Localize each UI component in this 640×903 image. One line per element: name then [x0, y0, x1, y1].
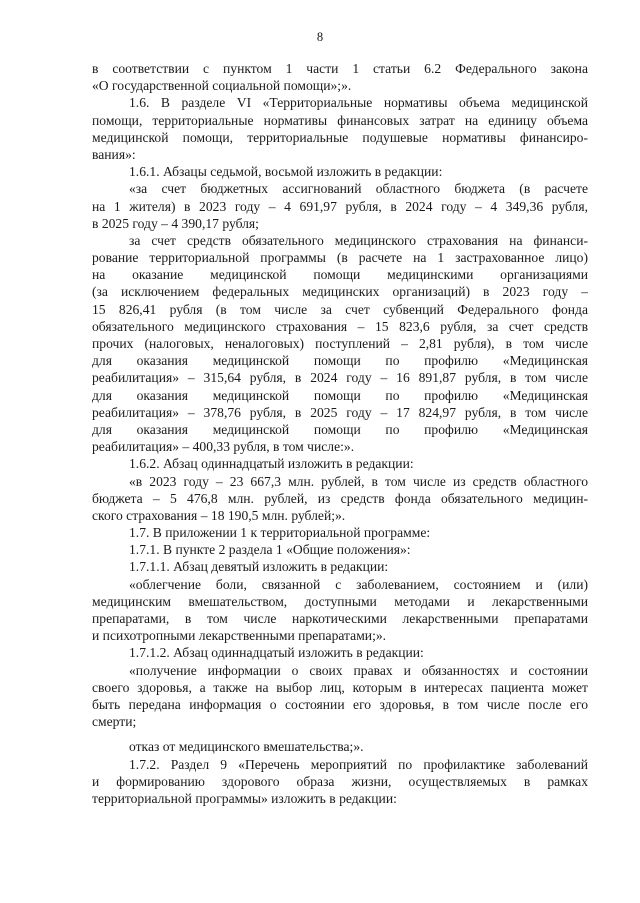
document-body [92, 60, 588, 807]
text-line: 1.7.1. В пункте 2 раздела 1 «Общие положения»: [129, 542, 411, 558]
text-line: 1.6. В разделе VI «Территориальные нормативы объема медицинской [129, 95, 588, 111]
text-line: 1.6.1. Абзацы седьмой, восьмой изложить в редакции: [129, 164, 443, 180]
text-line: «О государственной социальной помощи»;». [92, 78, 352, 94]
text-line: рование территориальной программы (в расчете на 1 застрахованное лицо) [92, 250, 588, 266]
text-line: смерти; [92, 714, 137, 730]
text-line: бюджета – 5 476,8 млн. рублей, из средств фонда обязательного медицин- [92, 490, 588, 506]
text-line: 1.7.1.2. Абзац одиннадцатый изложить в редакции: [129, 645, 424, 661]
text-line: медицинским вмешательством, доступными методами и лекарственными [92, 593, 588, 609]
text-line: на 1 жителя) в 2023 году – 4 691,97 рубля, в 2024 году – 4 349,36 рубля, [92, 198, 588, 214]
text-line: в соответствии с пунктом 1 части 1 статьи 6.2 Федерального закона [92, 61, 588, 76]
text-line: (за исключением федеральных медицинских организаций) в 2023 году – [92, 284, 588, 300]
text-line: и формированию здорового образа жизни, осуществляемых в рамках [92, 773, 588, 789]
page-number: 8 [316, 30, 324, 44]
text-line: отказ от медицинского вмешательства;». [129, 739, 364, 755]
text-line: реабилитация» – 378,76 рубля, в 2025 году – 17 824,97 рубля, в том числе [92, 404, 588, 420]
text-line: препаратами, в том числе наркотическими лекарственными препаратами [92, 611, 588, 626]
text-line: для оказания медицинской помощи по профилю «Медицинская [92, 387, 588, 403]
text-line: быть передана информация о состоянии его здоровья, в том числе после его [92, 696, 588, 712]
text-line: 1.7.2. Раздел 9 «Перечень мероприятий по профилактике заболеваний [129, 756, 588, 772]
text-line: «облегчение боли, связанной с заболеванием, состоянием и (или) [129, 576, 588, 592]
text-line: помощи, территориальные нормативы финансовых затрат на единицу объема [92, 112, 588, 128]
text-line: и психотропными лекарственными препаратами;». [92, 628, 387, 644]
text-line: реабилитация» – 400,33 рубля, в том числе:». [92, 439, 355, 455]
text-line: 1.7. В приложении 1 к территориальной программе: [129, 525, 431, 541]
text-line: в 2025 году – 4 390,17 рубля; [92, 215, 259, 231]
paragraph-gap [92, 730, 588, 738]
text-line: территориальной программы» изложить в редакции: [92, 790, 397, 806]
text-line: «в 2023 году – 23 667,3 млн. рублей, в том числе из средств областного [129, 473, 588, 489]
text-line: своего здоровья, а также на выбор лиц, которым в интересах пациента может [92, 679, 588, 695]
text-line: обязательного медицинского страхования – 15 823,6 рубля, за счет средств [92, 318, 588, 334]
text-line: «за счет бюджетных ассигнований областного бюджета (в расчете [129, 181, 588, 197]
text-line: за счет средств обязательного медицинского страхования на финанси- [129, 232, 588, 248]
text-line: вания»: [92, 146, 136, 162]
text-line: для оказания медицинской помощи по профилю «Медицинская [92, 421, 588, 437]
text-line: на оказание медицинской помощи медицинскими организациями [92, 267, 588, 283]
text-line: прочих (налоговых, неналоговых) поступлений – 2,81 рубля), в том числе [92, 336, 588, 351]
text-line: 1.7.1.1. Абзац девятый изложить в редакции: [129, 559, 389, 575]
text-line: медицинской помощи, территориальные подушевые нормативы финансиро- [92, 129, 588, 145]
text-line: 1.6.2. Абзац одиннадцатый изложить в редакции: [129, 456, 414, 472]
text-line: реабилитация» – 315,64 рубля, в 2024 году – 16 891,87 рубля, в том числе [92, 370, 588, 386]
text-line: для оказания медицинской помощи по профилю «Медицинская [92, 353, 588, 369]
text-line: «получение информации о своих правах и обязанностях и состоянии [129, 662, 588, 678]
text-line: ского страхования – 18 190,5 млн. рублей;». [92, 507, 346, 523]
text-line: 15 826,41 рубля (в том числе за счет субвенций Федерального фонда [92, 301, 588, 317]
